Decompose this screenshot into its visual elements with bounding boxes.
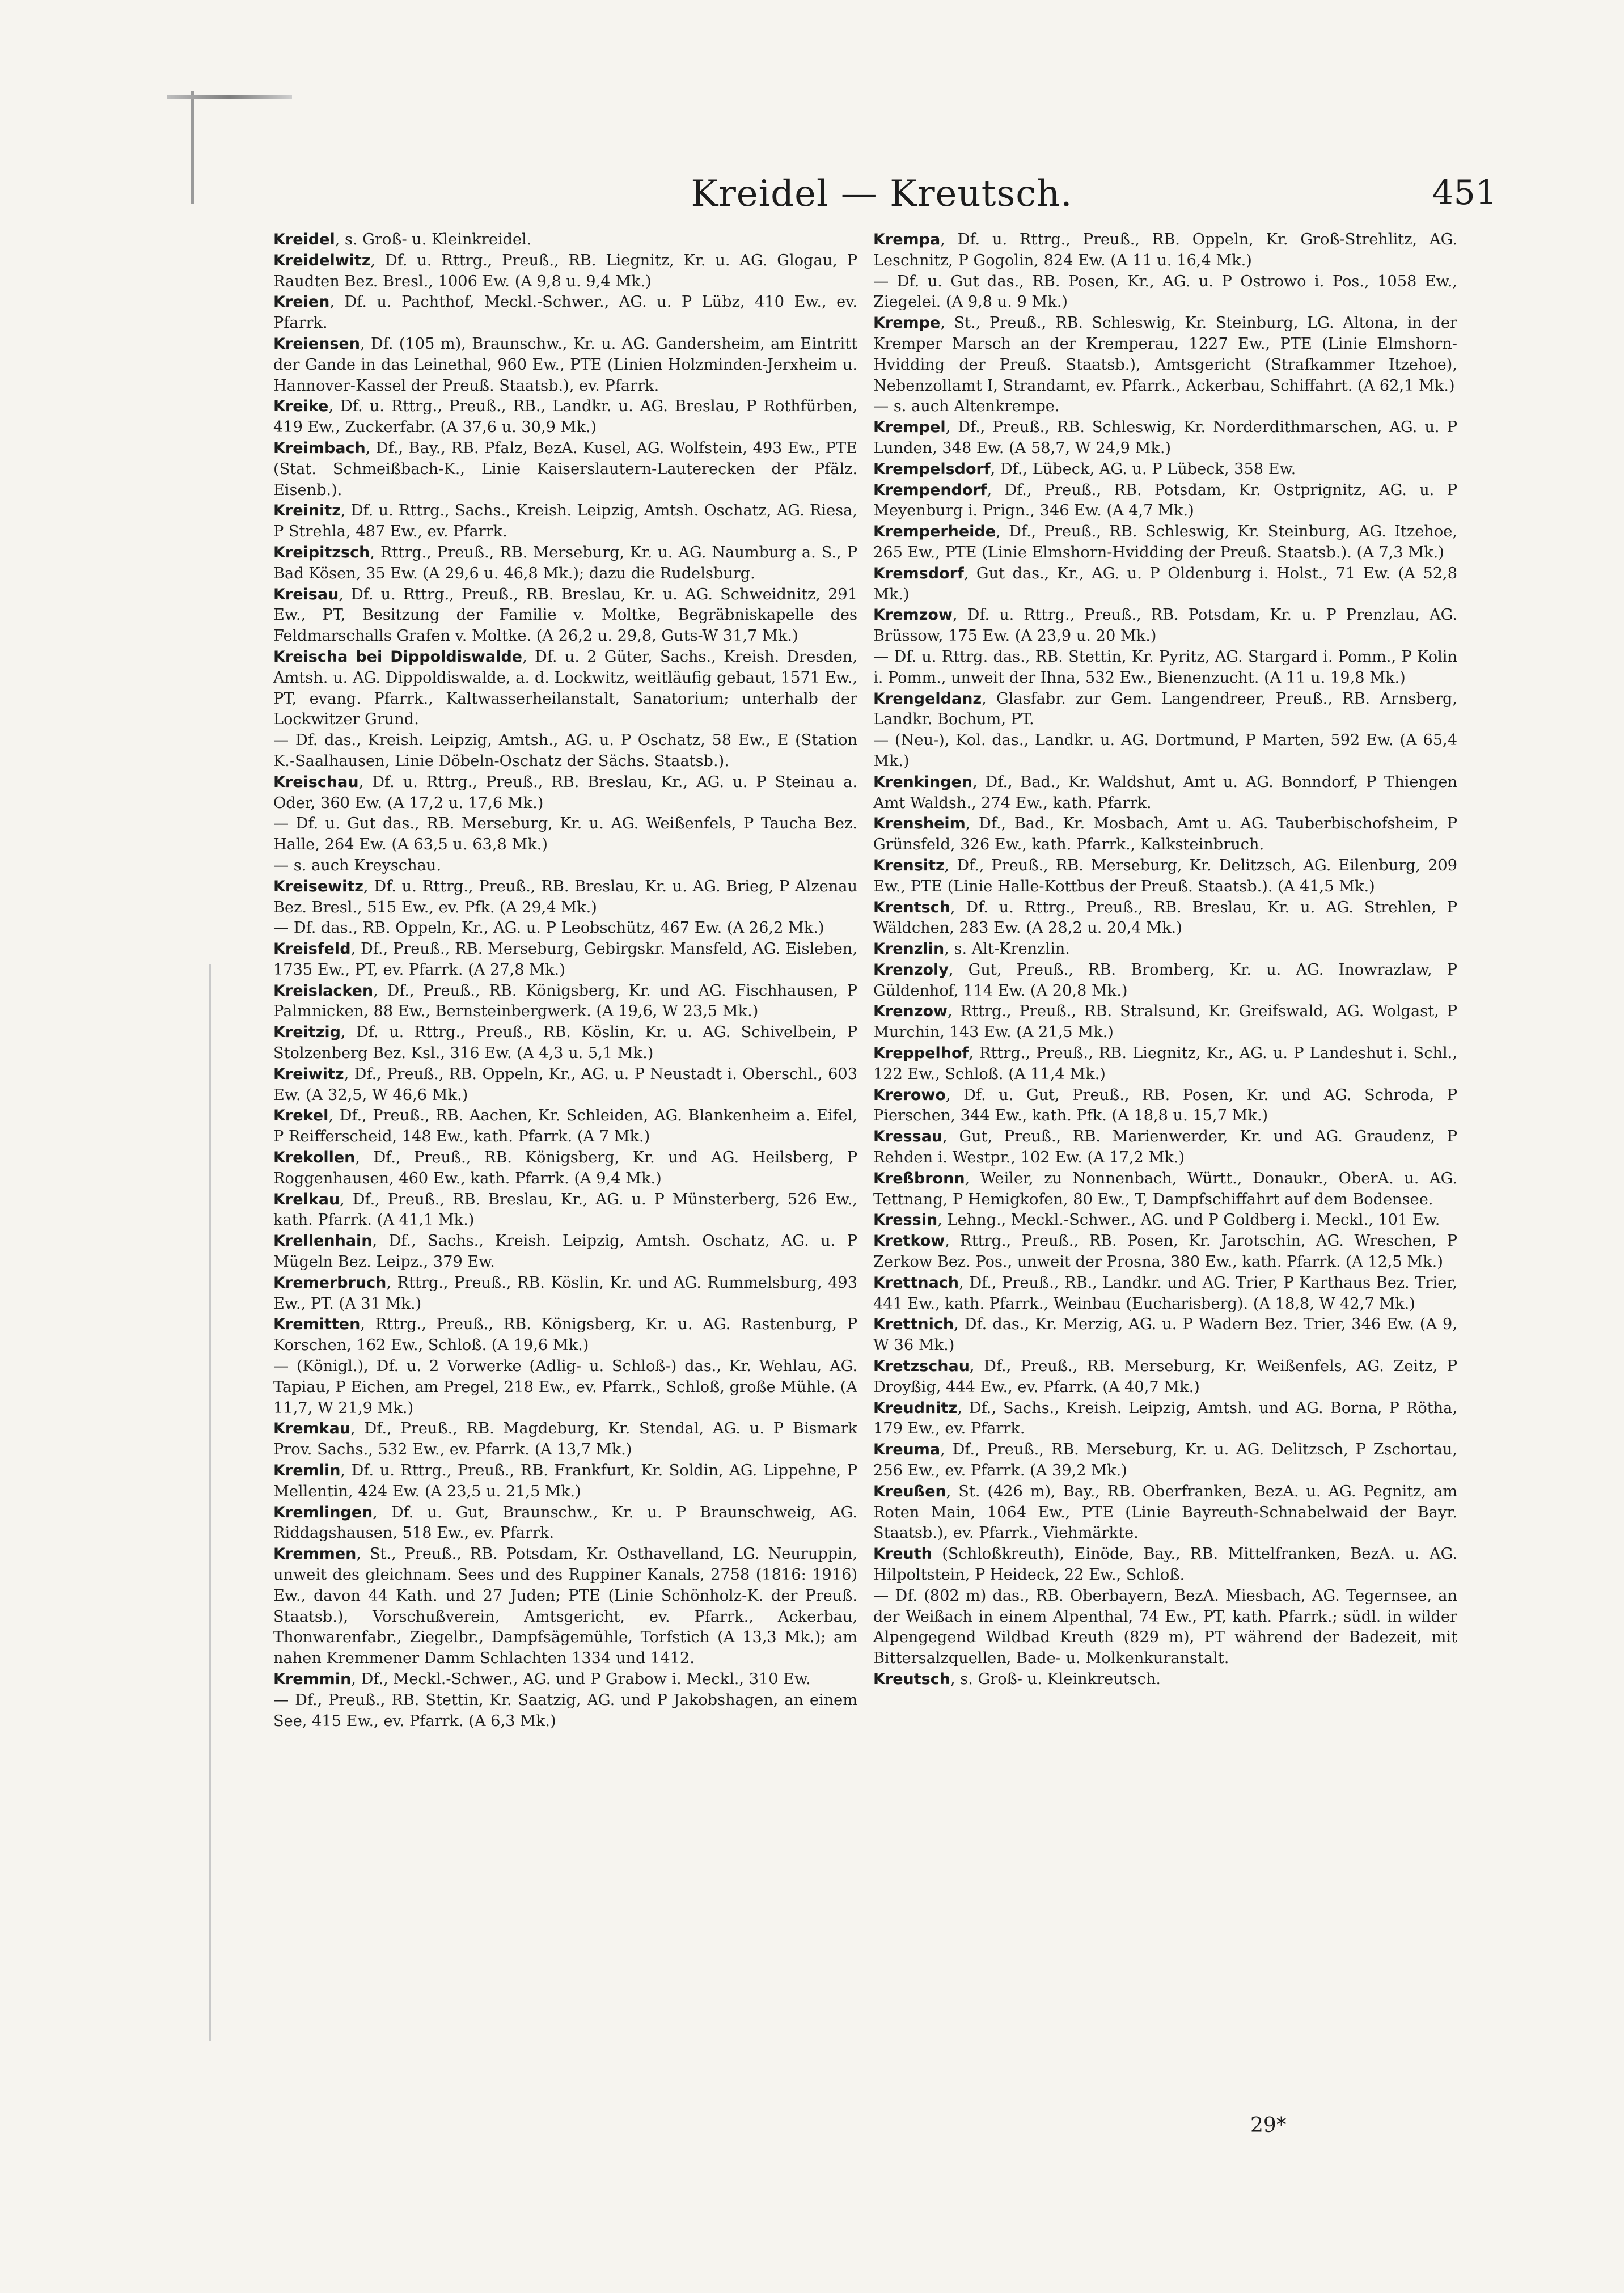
dictionary-entry	[873, 1356, 1457, 1398]
dictionary-entry	[273, 1273, 857, 1315]
entry-headword: Kreidel	[273, 231, 335, 248]
entry-text: , Df. u. Rttrg., Preuß., RB. Breslau, Kr. u. AG. Schweidnitz, 291 Ew., PT, Besitzung der Familie v. Moltke, Begräbniskapelle des Feldmarschalls Grafen v. Moltke. (A 26,2 u. 29,8, Guts-W 31,7 Mk.)	[273, 585, 857, 645]
entry-text: — (Königl.), Df. u. 2 Vorwerke (Adlig- u. Schloß-) das., Kr. Wehlau, AG. Tapiau, P Eichen, am Pregel, 218 Ew., ev. Pfarrk., Schloß, große Mühle. (A 11,7, W 21,9 Mk.)	[273, 1357, 857, 1417]
entry-headword: Kretkow	[873, 1232, 945, 1250]
entry-text: — s. auch Altenkrempe.	[873, 397, 1060, 416]
dictionary-entry	[273, 585, 857, 647]
entry-headword: Kreisfeld	[273, 940, 351, 958]
entry-text: — Df., Preuß., RB. Stettin, Kr. Saatzig, AG. und P Jakobshagen, an einem See, 415 Ew., ev. Pfarrk. (A 6,3 Mk.)	[273, 1691, 857, 1730]
entry-headword: Kreiensen	[273, 335, 360, 353]
entry-text: , Df., Sachs., Kreish. Leipzig, Amtsh. Oschatz, AG. u. P Mügeln Bez. Leipz., 379 Ew.	[273, 1232, 857, 1271]
entry-text: , Df., Preuß., RB. Königsberg, Kr. und AG. Heilsberg, P Roggenhausen, 460 Ew., kath. Pfarrk. (A 9,4 Mk.)	[273, 1149, 857, 1187]
entry-text: , Gut, Preuß., RB. Marienwerder, Kr. und AG. Graudenz, P Rehden i. Westpr., 102 Ew. (A 17,2 Mk.)	[873, 1128, 1457, 1167]
dictionary-entry	[873, 313, 1457, 396]
entry-text: , Df. u. Rttrg., Preuß., RB. Liegnitz, Kr. u. AG. Glogau, P Raudten Bez. Bresl., 1006 Ew. (A 9,8 u. 9,4 Mk.)	[273, 251, 857, 290]
dictionary-entry	[873, 856, 1457, 898]
entry-headword: Krempe	[873, 314, 941, 332]
left-column	[273, 230, 857, 2226]
entry-text: — Df. u. Gut das., RB. Posen, Kr., AG. u. P Ostrowo i. Pos., 1058 Ew., Ziegelei. (A 9,8 u. 9 Mk.)	[873, 272, 1457, 311]
dictionary-entry	[273, 1356, 857, 1419]
entry-headword: Kremlingen	[273, 1503, 373, 1521]
entry-text: , Df., Lübeck, AG. u. P Lübeck, 358 Ew.	[990, 460, 1296, 478]
entry-headword: Kreisau	[273, 585, 339, 603]
entry-text: , Df., Preuß., RB. Schleswig, Kr. Norderdithmarschen, AG. u. P Lunden, 348 Ew. (A 58,7, W 24,9 Mk.)	[873, 418, 1457, 457]
dictionary-entry	[273, 396, 857, 438]
entry-headword: Kreimbach	[273, 439, 366, 457]
dictionary-entry	[273, 230, 857, 251]
entry-headword: Kreinitz	[273, 502, 341, 520]
entry-text: , St., Preuß., RB. Schleswig, Kr. Steinburg, LG. Altona, in der Kremper Marsch an der Kremperau, 1227 Ew., PTE (Linie Elmshorn-Hvidding der Preuß. Staatsb.), Amtsgericht (Strafkammer Itzehoe), Nebenzollamt I, Strandamt, ev. Pfarrk., Ackerbau, Schiffahrt. (A 62,1 Mk.)	[873, 314, 1457, 395]
entry-headword: Krentsch	[873, 898, 950, 916]
page-edge-rule	[209, 964, 211, 2041]
entry-headword: Kremperheide	[873, 523, 996, 541]
dictionary-entry	[873, 1273, 1457, 1315]
dictionary-entry	[873, 230, 1457, 272]
entry-headword: Kreiwitz	[273, 1065, 344, 1083]
entry-headword: Krensheim	[873, 815, 966, 833]
dictionary-entry	[873, 417, 1457, 459]
entry-headword: Kremerbruch	[273, 1274, 387, 1292]
dictionary-entry	[273, 1503, 857, 1545]
entry-headword: Krettnich	[873, 1315, 954, 1334]
entry-text: , Df. u. Rttrg., Preuß., RB. Oppeln, Kr. Groß-Strehlitz, AG. Leschnitz, P Gogolin, 824 Ew. (A 11 u. 16,4 Mk.)	[873, 231, 1457, 269]
entry-headword: Krenzoly	[873, 961, 949, 979]
dictionary-entry	[273, 334, 857, 396]
dictionary-entry	[273, 292, 857, 334]
dictionary-entry	[873, 1210, 1457, 1231]
entry-text: , Df., Preuß., RB. Merseburg, Kr. u. AG. Delitzsch, P Zschortau, 256 Ew., ev. Pfarrk. (A 39,2 Mk.)	[873, 1441, 1457, 1480]
entry-headword: Krettnach	[873, 1274, 959, 1292]
entry-text: , Df., Preuß., RB. Merseburg, Gebirgskr. Mansfeld, AG. Eisleben, 1735 Ew., PT, ev. Pfarrk. (A 27,8 Mk.)	[273, 940, 857, 979]
dictionary-entry	[273, 647, 857, 730]
entry-headword: Kremmin	[273, 1670, 352, 1688]
entry-headword: Kreuma	[873, 1441, 941, 1459]
entry-text: , Df., Preuß., RB. Aachen, Kr. Schleiden, AG. Blankenheim a. Eifel, P Reifferscheid, 148 Ew., kath. Pfarrk. (A 7 Mk.)	[273, 1107, 857, 1146]
entry-text: , Rttrg., Preuß., RB. Liegnitz, Kr., AG. u. P Landeshut i. Schl., 122 Ew., Schloß. (A 11,4 Mk.)	[873, 1044, 1457, 1083]
dictionary-entry	[273, 939, 857, 981]
dictionary-entry	[273, 1314, 857, 1356]
dictionary-entry	[273, 1690, 857, 1732]
dictionary-entry	[873, 939, 1457, 960]
entry-headword: Krerowo	[873, 1086, 946, 1104]
running-head: Kreidel — Kreutsch.	[691, 173, 1073, 215]
dictionary-entry	[273, 1419, 857, 1461]
dictionary-entry	[873, 605, 1457, 647]
entry-headword: Kreisewitz	[273, 877, 364, 895]
entry-text: , Df., Preuß., RB. Oppeln, Kr., AG. u. P Neustadt i. Oberschl., 603 Ew. (A 32,5, W 46,6 Mk.)	[273, 1065, 857, 1104]
entry-text: , s. Groß- u. Kleinkreidel.	[335, 231, 532, 248]
dictionary-entry	[273, 1106, 857, 1148]
entry-text: — Df. u. Gut das., RB. Merseburg, Kr. u. AG. Weißenfels, P Taucha Bez. Halle, 264 Ew. (A 63,5 u. 63,8 Mk.)	[273, 815, 857, 854]
dictionary-entry	[873, 1085, 1457, 1127]
dictionary-entry	[273, 918, 857, 939]
entry-headword: Kretzschau	[873, 1357, 970, 1376]
entry-text: , Df. u. Rttrg., Preuß., RB. Breslau, Kr. u. AG. Strehlen, P Wäldchen, 283 Ew. (A 28,2 u. 20,4 Mk.)	[873, 898, 1457, 937]
entry-text: , Df., Preuß., RB. Breslau, Kr., AG. u. P Münsterberg, 526 Ew., kath. Pfarrk. (A 41,1 Mk.)	[273, 1190, 857, 1229]
entry-text: , Df. u. Rttrg., Sachs., Kreish. Leipzig, Amtsh. Oschatz, AG. Riesa, P Strehla, 487 Ew., ev. Pfarrk.	[273, 502, 857, 541]
entry-text: — s. auch Kreyschau.	[273, 856, 441, 874]
entry-headword: Kreußen	[873, 1482, 946, 1500]
dictionary-entry	[273, 730, 857, 772]
dictionary-entry	[273, 1544, 857, 1669]
dictionary-entry	[873, 272, 1457, 314]
entry-text: , Df. u. Rttrg., Preuß., RB. Köslin, Kr. u. AG. Schivelbein, P Stolzenberg Bez. Ksl., 316 Ew. (A 4,3 u. 5,1 Mk.)	[273, 1023, 857, 1063]
entry-headword: Kressin	[873, 1211, 938, 1229]
entry-text: — Df. das., RB. Oppeln, Kr., AG. u. P Leobschütz, 467 Ew. (A 26,2 Mk.)	[273, 919, 824, 937]
entry-headword: Kreutsch	[873, 1670, 950, 1688]
entry-headword: Kreipitzsch	[273, 543, 370, 561]
dictionary-entry	[873, 1440, 1457, 1482]
entry-text: , Df., Preuß., RB. Potsdam, Kr. Ostprignitz, AG. u. P Meyenburg i. Prign., 346 Ew. (A 4,7 Mk.)	[873, 481, 1457, 520]
dictionary-entry	[873, 1669, 1457, 1690]
entry-text: , Df. u. 2 Güter, Sachs., Kreish. Dresden, Amtsh. u. AG. Dippoldiswalde, a. d. Lockwitz, weitläufig gebaut, 1571 Ew., PT, evang. Pfarrk., Kaltwasserheilanstalt, Sanatorium; unterhalb der Lockwitzer Grund.	[273, 648, 857, 729]
page-header	[267, 173, 1497, 224]
entry-text: , Weiler, zu Nonnenbach, Württ., Donaukr., OberA. u. AG. Tettnang, P Hemigkofen, 80 Ew., T, Dampfschiffahrt auf dem Bodensee.	[873, 1169, 1457, 1208]
dictionary-entry	[873, 772, 1457, 814]
entry-text: , Df., Preuß., RB. Merseburg, Kr. Weißenfels, AG. Zeitz, P Droyßig, 444 Ew., ev. Pfarrk. (A 40,7 Mk.)	[873, 1357, 1457, 1396]
entry-headword: Kressau	[873, 1128, 943, 1146]
entry-text: , Df., Bad., Kr. Mosbach, Amt u. AG. Tauberbischofsheim, P Grünsfeld, 326 Ew., kath. Pfarrk., Kalksteinbruch.	[873, 815, 1457, 854]
dictionary-entry	[873, 396, 1457, 417]
entry-headword: Kreien	[273, 293, 330, 311]
dictionary-entry	[873, 522, 1457, 564]
entry-text: , Df., Preuß., RB. Königsberg, Kr. und AG. Fischhausen, P Palmnicken, 88 Ew., Bernsteinbergwerk. (A 19,6, W 23,5 Mk.)	[273, 981, 857, 1021]
dictionary-entry	[873, 1586, 1457, 1669]
dictionary-entry	[873, 1169, 1457, 1211]
entry-text: , Df. u. Rttrg., Preuß., RB. Breslau, Kr., AG. u. P Steinau a. Oder, 360 Ew. (A 17,2 u. 17,6 Mk.)	[273, 773, 857, 812]
dictionary-entry	[273, 543, 857, 585]
entry-text: , Glasfabr. zur Gem. Langendreer, Preuß., RB. Arnsberg, Landkr. Bochum, PT.	[873, 689, 1457, 729]
entry-headword: Kremzow	[873, 606, 953, 624]
entry-text: , Df. u. Rttrg., Preuß., RB. Frankfurt, Kr. Soldin, AG. Lippehne, P Mellentin, 424 Ew. (A 23,5 u. 21,5 Mk.)	[273, 1462, 857, 1500]
entry-headword: Kreike	[273, 397, 329, 416]
dictionary-entry	[873, 1482, 1457, 1544]
entry-text: , Df. u. Rttrg., Preuß., RB., Landkr. u. AG. Breslau, P Rothfürben, 419 Ew., Zuckerfabr. (A 37,6 u. 30,9 Mk.)	[273, 397, 857, 437]
entry-text: , Rttrg., Preuß., RB. Stralsund, Kr. Greifswald, AG. Wolgast, P Murchin, 143 Ew. (A 21,5 Mk.)	[873, 1002, 1457, 1042]
dictionary-entry	[873, 647, 1457, 689]
entry-headword: Kreitzig	[273, 1023, 341, 1042]
entry-text: — (Neu-), Kol. das., Landkr. u. AG. Dortmund, P Marten, 592 Ew. (A 65,4 Mk.)	[873, 731, 1457, 770]
entry-headword: Kremsdorf	[873, 564, 964, 582]
entry-headword: Krekel	[273, 1107, 329, 1125]
entry-text: , Gut das., Kr., AG. u. P Oldenburg i. Holst., 71 Ew. (A 52,8 Mk.)	[873, 564, 1457, 603]
dictionary-entry	[873, 814, 1457, 856]
dictionary-entry	[873, 564, 1457, 606]
corner-horizontal-stroke	[167, 95, 292, 99]
dictionary-entry	[873, 1314, 1457, 1356]
entry-headword: Kremkau	[273, 1420, 351, 1438]
entry-text: , Df. das., Kr. Merzig, AG. u. P Wadern Bez. Trier, 346 Ew. (A 9, W 36 Mk.)	[873, 1315, 1457, 1355]
dictionary-entry	[873, 960, 1457, 1002]
entry-text: , Df. u. Rttrg., Preuß., RB. Breslau, Kr. u. AG. Brieg, P Alzenau Bez. Bresl., 515 Ew., ev. Pfk. (A 29,4 Mk.)	[273, 877, 857, 916]
entry-text: , Df., Bay., RB. Pfalz, BezA. Kusel, AG. Wolfstein, 493 Ew., PTE (Stat. Schmeißbach-K., Linie Kaiserslautern-Lauterecken der Pfälz. Eisenb.).	[273, 439, 857, 499]
entry-text: , Df., Bad., Kr. Waldshut, Amt u. AG. Bonndorf, P Thiengen Amt Waldsh., 274 Ew., kath. Pfarrk.	[873, 773, 1457, 812]
entry-text: , Df. u. Pachthof, Meckl.-Schwer., AG. u. P Lübz, 410 Ew., ev. Pfarrk.	[273, 293, 857, 332]
entry-text: , Rttrg., Preuß., RB. Merseburg, Kr. u. AG. Naumburg a. S., P Bad Kösen, 35 Ew. (A 29,6 u. 46,8 Mk.); dazu die Rudelsburg.	[273, 543, 857, 582]
entry-text: , Df., Preuß., RB., Landkr. und AG. Trier, P Karthaus Bez. Trier, 441 Ew., kath. Pfarrk., Weinbau (Eucharisberg). (A 18,8, W 42,7 Mk.)	[873, 1274, 1457, 1313]
entry-headword: Krenzow	[873, 1002, 948, 1021]
corner-vertical-stroke	[191, 91, 194, 204]
dictionary-entry	[873, 1001, 1457, 1043]
dictionary-entry	[273, 877, 857, 919]
dictionary-entry	[273, 814, 857, 856]
dictionary-entry	[873, 1544, 1457, 1586]
dictionary-entry	[273, 438, 857, 501]
dictionary-entry	[873, 689, 1457, 731]
entry-text: — Df. (802 m) das., RB. Oberbayern, BezA. Miesbach, AG. Tegernsee, an der Weißach in einem Alpenthal, 74 Ew., PT, kath. Pfarrk.; südl. in wilder Alpengegend Wildbad Kreuth (829 m), PT während der Badezeit, mit Bittersalzquellen, Bade- u. Molkenkuranstalt.	[873, 1587, 1457, 1668]
entry-headword: Kreidelwitz	[273, 251, 371, 269]
entry-headword: Krempa	[873, 231, 941, 248]
entry-headword: Kreischau	[273, 773, 359, 791]
entry-headword: Krempendorf	[873, 481, 987, 499]
entry-headword: Krelkau	[273, 1190, 340, 1208]
dictionary-entry	[273, 772, 857, 814]
dictionary-entry	[873, 1231, 1457, 1273]
dictionary-entry	[273, 1022, 857, 1064]
right-column	[873, 230, 1457, 2226]
dictionary-entry	[873, 1127, 1457, 1169]
entry-headword: Kremitten	[273, 1315, 361, 1334]
entry-text: , s. Groß- u. Kleinkreutsch.	[950, 1670, 1161, 1688]
dictionary-entry	[873, 1398, 1457, 1440]
dictionary-entry	[873, 480, 1457, 522]
dictionary-entry	[273, 856, 857, 877]
entry-headword: Kreudnitz	[873, 1399, 958, 1417]
entry-text: , Df., Preuß., RB. Merseburg, Kr. Delitzsch, AG. Eilenburg, 209 Ew., PTE (Linie Halle-Kottbus der Preuß. Staatsb.). (A 41,5 Mk.)	[873, 856, 1457, 895]
sheet-signature: 29*	[1250, 2114, 1287, 2137]
entry-text: (Schloßkreuth), Einöde, Bay., RB. Mittelfranken, BezA. u. AG. Hilpoltstein, P Heideck, 22 Ew., Schloß.	[873, 1545, 1457, 1584]
dictionary-entry	[273, 1190, 857, 1232]
dictionary-entry	[873, 898, 1457, 940]
dictionary-entry	[273, 981, 857, 1023]
entry-headword: Krenkingen	[873, 773, 973, 791]
entry-text: , Df. u. Gut, Braunschw., Kr. u. P Braunschweig, AG. Riddagshausen, 518 Ew., ev. Pfarrk.	[273, 1503, 857, 1542]
dictionary-entry	[273, 1064, 857, 1106]
dictionary-entry	[273, 251, 857, 293]
entry-headword: Kreuth	[873, 1545, 932, 1563]
dictionary-entry	[273, 1461, 857, 1503]
entry-headword: Krekollen	[273, 1149, 356, 1167]
dictionary-entry	[273, 1231, 857, 1273]
dictionary-entry	[873, 1043, 1457, 1085]
dictionary-entry	[873, 459, 1457, 480]
entry-headword: Krempelsdorf	[873, 460, 991, 478]
entry-text: , Rttrg., Preuß., RB. Königsberg, Kr. u. AG. Rastenburg, P Korschen, 162 Ew., Schloß. (A 19,6 Mk.)	[273, 1315, 857, 1355]
entry-headword: Krellenhain	[273, 1232, 373, 1250]
dictionary-entry	[273, 1148, 857, 1190]
entry-headword: Kremlin	[273, 1462, 341, 1480]
entry-text: , Df. (105 m), Braunschw., Kr. u. AG. Gandersheim, am Eintritt der Gande in das Leinethal, 960 Ew., PTE (Linien Holzminden-Jerxheim u. Hannover-Kassel der Preuß. Staatsb.), ev. Pfarrk.	[273, 335, 857, 395]
entry-headword: Kreischa bei Dippoldiswalde	[273, 648, 523, 666]
entry-text: , St., Preuß., RB. Potsdam, Kr. Osthavelland, LG. Neuruppin, unweit des gleichnam. Sees und des Ruppiner Kanals, 2758 (1816: 1916) Ew., davon 44 Kath. und 27 Juden; PTE (Linie Schönholz-K. der Preuß. Staatsb.), Vorschußverein, Amtsgericht, ev. Pfarrk., Ackerbau, Thonwarenfabr., Ziegelbr., Dampfsägemühle, Torfstich (A 13,3 Mk.); am nahen Kremmener Damm Schlachten 1334 und 1412.	[273, 1545, 857, 1668]
entry-headword: Krensitz	[873, 856, 945, 874]
entry-headword: Kreppelhof	[873, 1044, 969, 1063]
entry-text: — Df. u. Rttrg. das., RB. Stettin, Kr. Pyritz, AG. Stargard i. Pomm., P Kolin i. Pomm., unweit der Ihna, 532 Ew., Bienenzucht. (A 11 u. 19,8 Mk.)	[873, 648, 1457, 687]
dictionary-entry	[273, 501, 857, 543]
entry-text: , Df., Sachs., Kreish. Leipzig, Amtsh. und AG. Borna, P Rötha, 179 Ew., ev. Pfarrk.	[873, 1399, 1457, 1438]
entry-headword: Krengeldanz	[873, 689, 982, 708]
entry-text: , Gut, Preuß., RB. Bromberg, Kr. u. AG. Inowrazlaw, P Güldenhof, 114 Ew. (A 20,8 Mk.)	[873, 961, 1457, 1000]
entry-text: , Df., Meckl.-Schwer., AG. und P Grabow i. Meckl., 310 Ew.	[351, 1670, 811, 1688]
entry-headword: Kreislacken	[273, 981, 374, 1000]
entry-headword: Krenzlin	[873, 940, 945, 958]
entry-text: , Rttrg., Preuß., RB. Köslin, Kr. und AG. Rummelsburg, 493 Ew., PT. (A 31 Mk.)	[273, 1274, 857, 1313]
dictionary-entry	[273, 1669, 857, 1690]
entry-text: , Df. u. Rttrg., Preuß., RB. Potsdam, Kr. u. P Prenzlau, AG. Brüssow, 175 Ew. (A 23,9 u. 20 Mk.)	[873, 606, 1457, 645]
entry-headword: Kreßbronn	[873, 1169, 965, 1187]
entry-text: , St. (426 m), Bay., RB. Oberfranken, BezA. u. AG. Pegnitz, am Roten Main, 1064 Ew., PTE (Linie Bayreuth-Schnabelwaid der Bayr. Staatsb.), ev. Pfarrk., Viehmärkte.	[873, 1482, 1457, 1542]
entry-text: , Df. u. Gut, Preuß., RB. Posen, Kr. und AG. Schroda, P Pierschen, 344 Ew., kath. Pfk. (A 18,8 u. 15,7 Mk.)	[873, 1086, 1457, 1125]
dictionary-entry	[873, 730, 1457, 772]
entry-text: , Rttrg., Preuß., RB. Posen, Kr. Jarotschin, AG. Wreschen, P Zerkow Bez. Pos., unweit der Prosna, 380 Ew., kath. Pfarrk. (A 12,5 Mk.)	[873, 1232, 1457, 1271]
entry-text: , Df., Preuß., RB. Magdeburg, Kr. Stendal, AG. u. P Bismark Prov. Sachs., 532 Ew., ev. Pfarrk. (A 13,7 Mk.)	[273, 1420, 857, 1459]
entry-text: , s. Alt-Krenzlin.	[944, 940, 1070, 958]
page-number: 451	[1432, 173, 1497, 213]
entry-text: , Df., Preuß., RB. Schleswig, Kr. Steinburg, AG. Itzehoe, 265 Ew., PTE (Linie Elmshorn-Hvidding der Preuß. Staatsb.). (A 7,3 Mk.)	[873, 523, 1457, 561]
entry-text: , Lehng., Meckl.-Schwer., AG. und P Goldberg i. Meckl., 101 Ew.	[937, 1211, 1440, 1229]
entry-headword: Krempel	[873, 418, 946, 437]
entry-text: — Df. das., Kreish. Leipzig, Amtsh., AG. u. P Oschatz, 58 Ew., E (Station K.-Saalhausen, Linie Döbeln-Oschatz der Sächs. Staatsb.).	[273, 731, 857, 770]
entry-headword: Kremmen	[273, 1545, 357, 1563]
